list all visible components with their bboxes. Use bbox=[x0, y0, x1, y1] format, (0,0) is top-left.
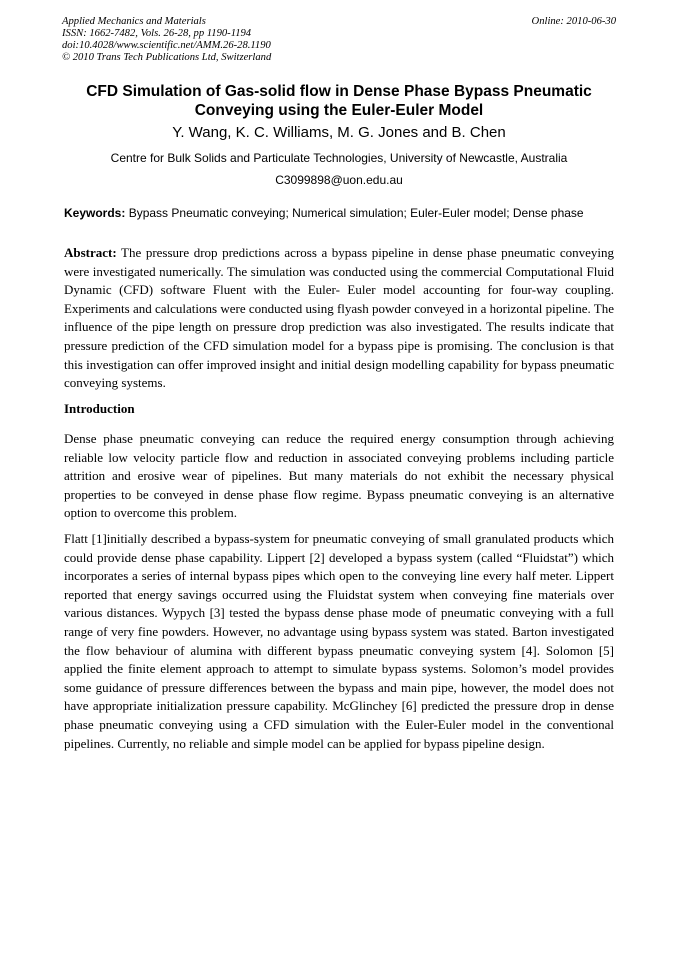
abstract-section bbox=[64, 244, 614, 393]
keywords-label: Keywords: bbox=[64, 206, 126, 220]
abstract-label: Abstract: bbox=[64, 245, 117, 260]
introduction-paragraph: Flatt [1]initially described a bypass-system for pneumatic conveying of small granulated products which could provide dense phase capability. Lippert [2] developed a bypass system (called “Fluidstat”) which incorporates a series of internal bypass pipes which open to the conveying line every half meter. Lippert reported that energy savings occurred using the Fluidstat system when conveying fine materials over various distances. Wypych [3] tested the bypass dense phase mode of pneumatic conveying with a full range of very fine powders. However, no advantage using bypass system was stated. Barton investigated the flow behaviour of alumina with different bypass pneumatic conveying system [4]. Solomon [5] applied the finite element approach to attempt to simulate bypass systems. Solomon’s model provides some guidance of pressure differences between the bypass and main pipe, however, the model does not have appropriate initialization pressure capability. McGlinchey [6] predicted the pressure drop in dense phase pneumatic conveying using a CFD simulation with the Euler-Euler model in the conventional pipelines. Currently, no reliable and simple model can be applied for bypass pipeline design. bbox=[64, 531, 614, 751]
keywords-section bbox=[64, 206, 614, 220]
introduction-heading: Introduction bbox=[64, 401, 135, 416]
author-email: C3099898@uon.edu.au bbox=[275, 173, 403, 187]
abstract-text: The pressure drop predictions across a bypass pipeline in dense phase pneumatic conveying were investigated numerically. The simulation was conducted using the commercial Computational Fluid Dynamic (CFD) software Fluent with the Euler- Euler model accounting for four-way coupling. Experiments and calculations were conducted using flyash powder conveyed in a horizontal pipeline. The influence of the pipe length on pressure drop prediction was also investigated. The results indicate that pressure prediction of the CFD simulation model for a bypass pipe is promising. The conclusion is that this investigation can offer improved insight and initial design modelling capability for bypass pneumatic conveying systems. bbox=[64, 245, 615, 391]
keywords-text: Bypass Pneumatic conveying; Numerical simulation; Euler-Euler model; Dense phase bbox=[128, 206, 584, 220]
paper-authors: Y. Wang, K. C. Williams, M. G. Jones and B. Chen bbox=[172, 124, 506, 141]
journal-header bbox=[62, 16, 271, 64]
journal-copyright: © 2010 Trans Tech Publications Ltd, Switzerland bbox=[62, 52, 272, 63]
journal-doi: doi:10.4028/www.scientific.net/AMM.26-28.1190 bbox=[62, 40, 271, 51]
paper-affiliation: Centre for Bulk Solids and Particulate Technologies, University of Newcastle, Australia bbox=[110, 151, 568, 165]
introduction-paragraph: Dense phase pneumatic conveying can reduce the required energy consumption through achieving reliable low velocity particle flow and reduction in associated conveying problems including particle attrition and erosive wear of pipelines. But many materials do not exhibit the necessary physical properties to be conveyed in dense phase flow regime. Bypass pneumatic conveying is an alternative option to overcome this problem. bbox=[64, 431, 614, 521]
journal-name: Applied Mechanics and Materials bbox=[62, 16, 206, 27]
online-date: Online: 2010-06-30 bbox=[531, 16, 616, 27]
journal-issn: ISSN: 1662-7482, Vols. 26-28, pp 1190-1194 bbox=[62, 28, 252, 39]
paper-title: CFD Simulation of Gas-solid flow in Dense Phase Bypass Pneumatic Conveying using the Euler-Euler Model bbox=[86, 83, 592, 119]
